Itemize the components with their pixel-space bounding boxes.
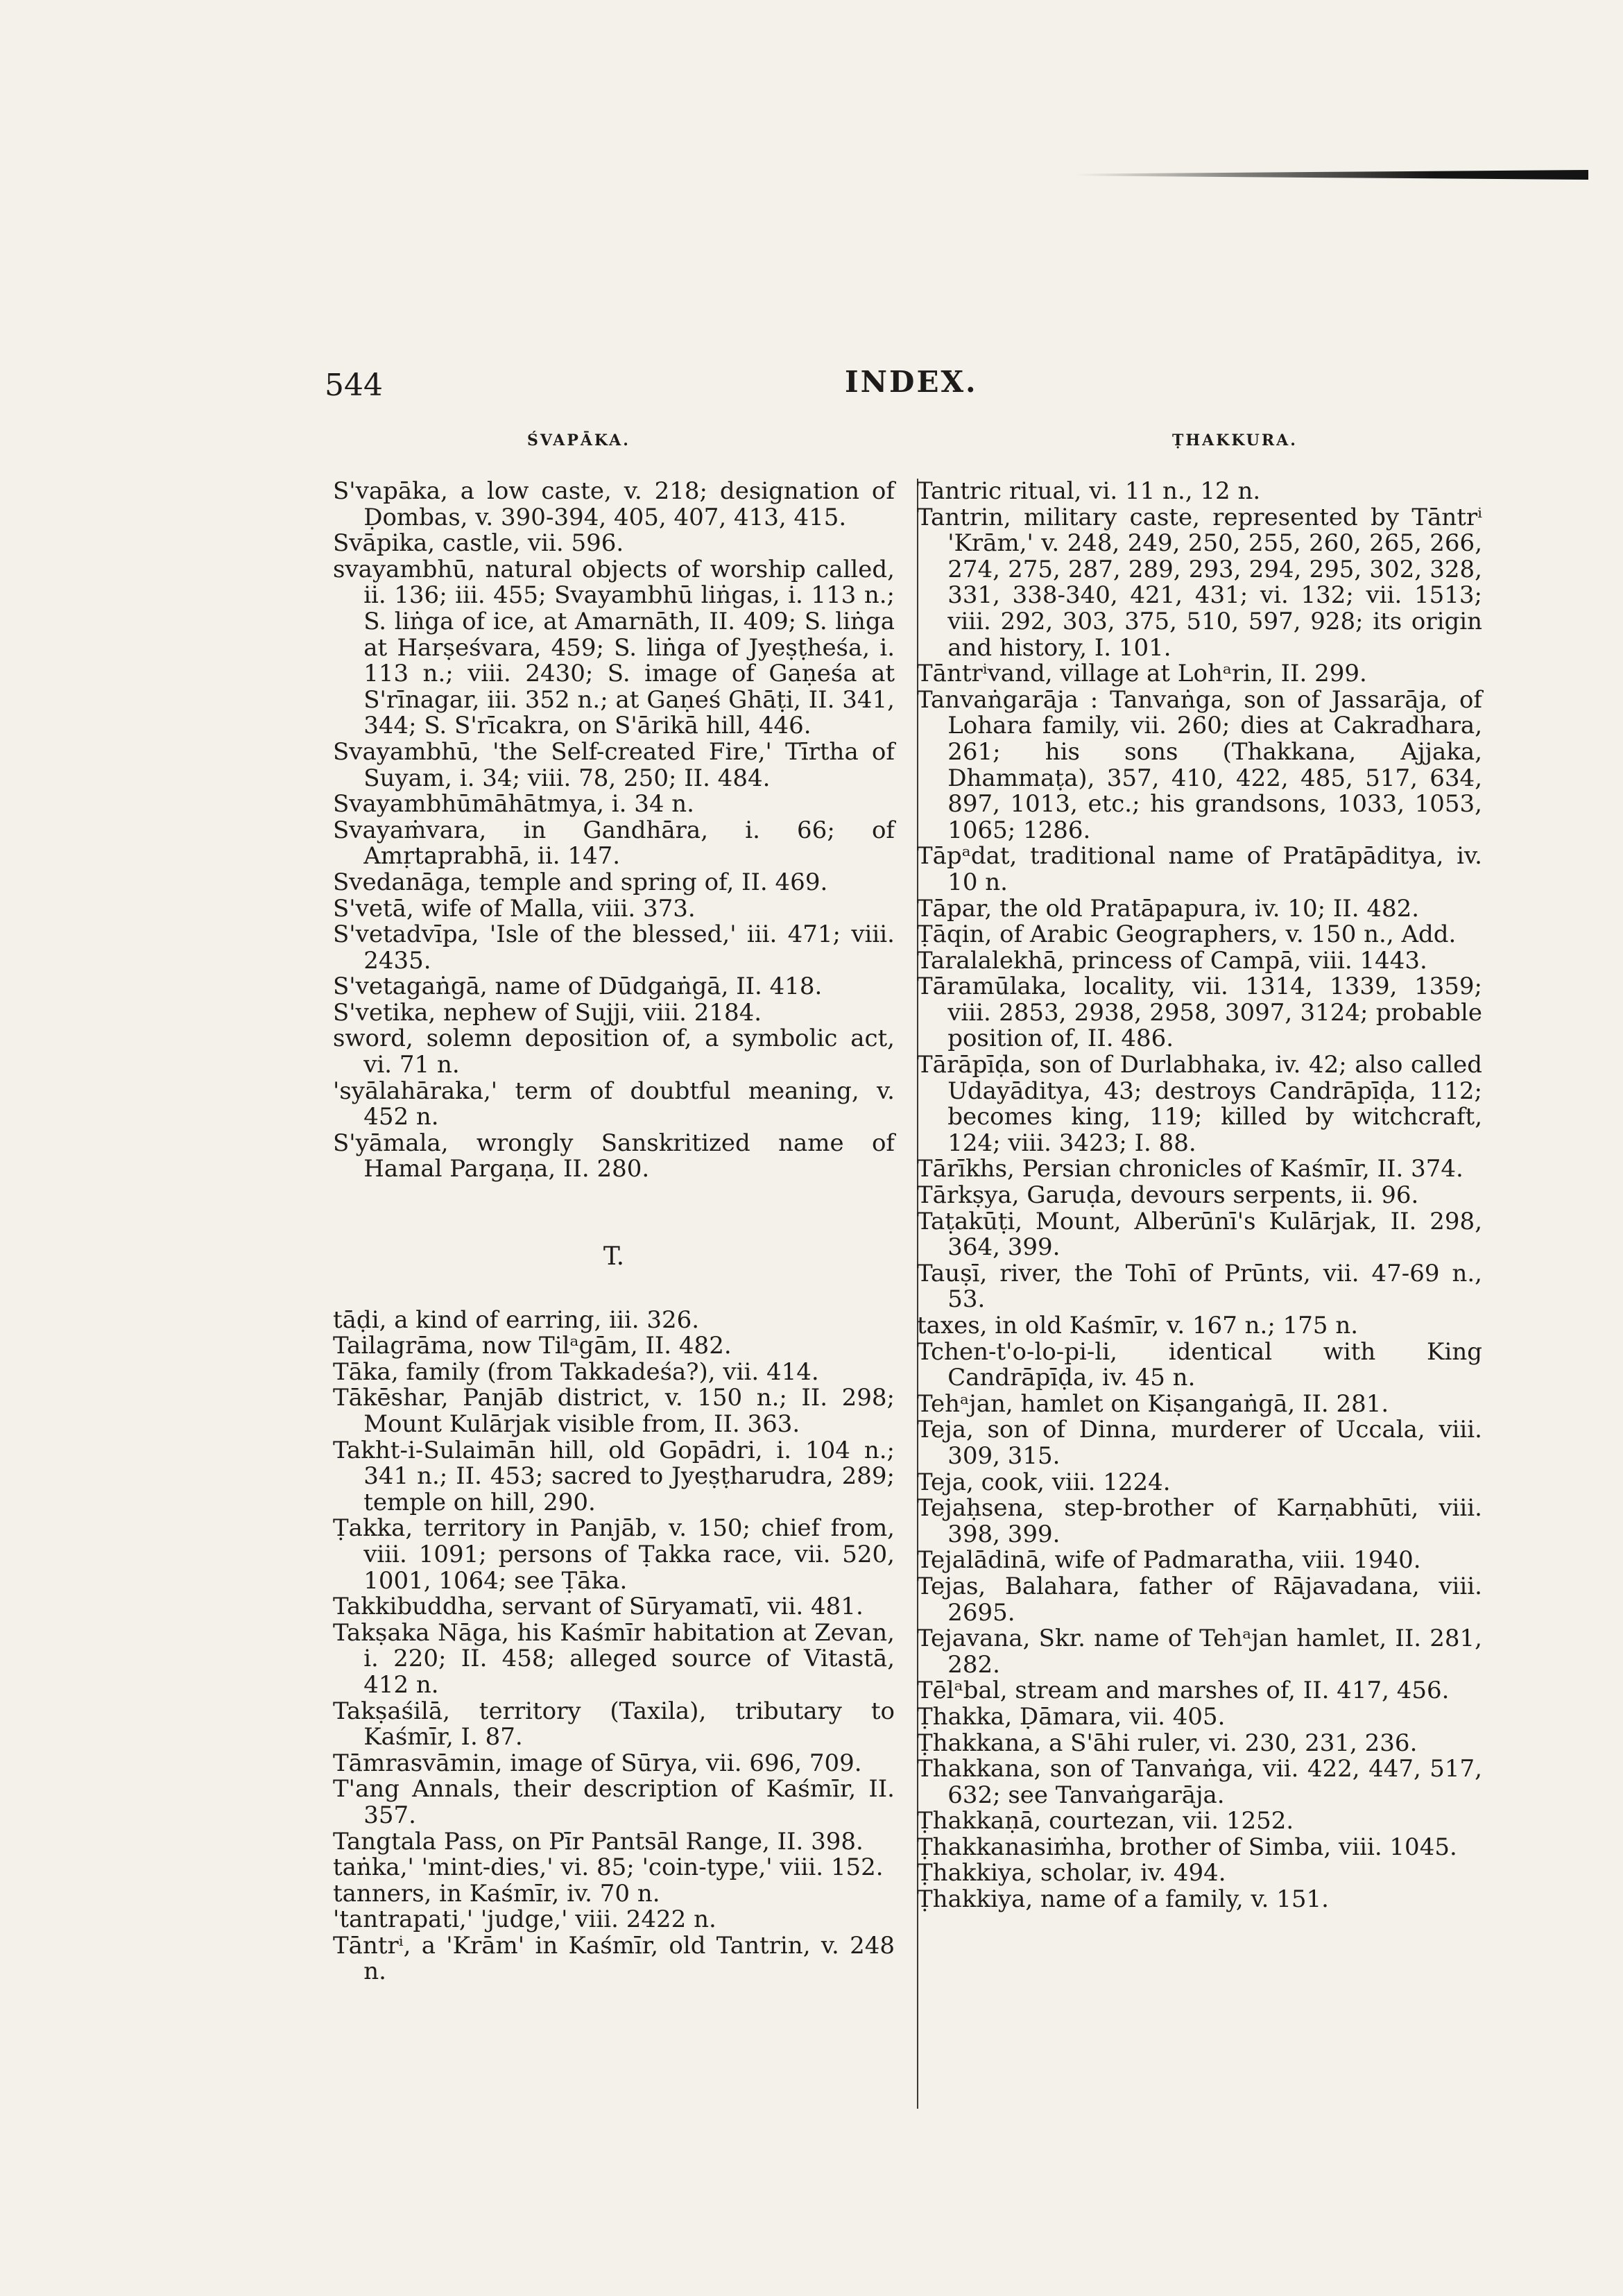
index-entry: taṅka,' 'mint-dies,' vi. 85; 'coin-type,' viii. 152.	[333, 1853, 884, 1882]
index-entry: Taralalekhā, princess of Campā, viii. 1443.	[917, 946, 1427, 975]
index-entry: Ṭhakkanasiṁha, brother of Simba, viii. 1045.	[917, 1833, 1457, 1861]
index-entry: svayambhū, natural objects of worship called, ii. 136; iii. 455; Svayambhū liṅgas, i. 113 n.; S. liṅga of ice, at Amarnāth, II. 409; S. liṅga at Harṣeśvara, 459; S. liṅga of Jyeṣṭheśa, i. 113 n.; viii. 2430; S. image of Gaṇeśa at S'rīnagar, iii. 352 n.; at Gaṇeś Ghāṭi, II. 341, 344; S. S'rīcakra, on S'ārikā hill, 446.	[333, 555, 895, 740]
left-column	[333, 479, 895, 1985]
index-entry: Takht-i-Sulaimān hill, old Gopādri, i. 104 n.; 341 n.; II. 453; sacred to Jyeṣṭharudra, 289; temple on hill, 290.	[333, 1436, 895, 1516]
running-head-right: ṬHAKKURA.	[1172, 431, 1298, 449]
index-entry: T'ang Annals, their description of Kaśmīr, II. 357.	[333, 1775, 895, 1829]
index-entry: 'tantrapati,' 'judge,' viii. 2422 n.	[333, 1905, 716, 1934]
index-entry: Tanvaṅgarāja : Tanvaṅga, son of Jassarāja, of Lohara family, vii. 260; dies at Cakradhara, 261; his sons (Thakkana, Ajjaka, Dhammaṭa), 357, 410, 422, 485, 517, 634, 897, 1013, etc.; his grandsons, 1033, 1053, 1065; 1286.	[917, 685, 1482, 844]
index-entry: tāḍi, a kind of earring, iii. 326.	[333, 1305, 700, 1334]
index-entry: Tāmrasvāmin, image of Sūrya, vii. 696, 709.	[333, 1749, 862, 1777]
index-entry: Takkibuddha, servant of Sūryamatī, vii. 481.	[333, 1593, 864, 1621]
index-entry: Tārkṣya, Garuḍa, devours serpents, ii. 96.	[917, 1181, 1419, 1210]
index-entry: Tejalādinā, wife of Padmaratha, viii. 1940.	[917, 1546, 1421, 1575]
index-entry: Ṭhakkiya, scholar, iv. 494.	[917, 1859, 1226, 1887]
index-entry: Tēlᵃbal, stream and marshes of, II. 417, 456.	[917, 1677, 1450, 1705]
index-entry: Tejavana, Skr. name of Tehᵃjan hamlet, II. 281, 282.	[917, 1625, 1482, 1679]
index-entry: Tārāpīḍa, son of Durlabhaka, iv. 42; also called Udayāditya, 43; destroys Candrāpīḍa, 112; becomes king, 119; killed by witchcraft, 124; viii. 3423; I. 88.	[917, 1051, 1482, 1157]
right-column	[917, 479, 1482, 1913]
index-entry: Tailagrāma, now Tilᵃgām, II. 482.	[333, 1332, 732, 1360]
index-entry: Svedanāga, temple and spring of, II. 469.	[333, 868, 828, 896]
index-entry: Tāntrⁱ, a 'Krām' in Kaśmīr, old Tantrin, v. 248 n.	[333, 1931, 895, 1986]
index-entry: Tāpar, the old Pratāpapura, iv. 10; II. 482.	[917, 894, 1420, 923]
index-entry: 'syālahāraka,' term of doubtful meaning, v. 452 n.	[333, 1077, 895, 1131]
index-entry: Svayambhūmāhātmya, i. 34 n.	[333, 790, 694, 819]
index-entry: Svayaṁvara, in Gandhāra, i. 66; of Amṛtaprabhā, ii. 147.	[333, 816, 895, 871]
index-entry: S'vapāka, a low caste, v. 218; designation of Ḍombas, v. 390-394, 405, 407, 413, 415.	[333, 477, 895, 531]
index-entry: taxes, in old Kaśmīr, v. 167 n.; 175 n.	[917, 1312, 1359, 1339]
index-entry: Ṭhakkaṇā, courtezan, vii. 1252.	[917, 1807, 1294, 1835]
index-entry: Thakkana, son of Tanvaṅga, vii. 422, 447, 517, 632; see Tanvaṅgarāja.	[917, 1755, 1482, 1809]
entry-list-t	[333, 1305, 895, 1986]
index-entry: S'vetā, wife of Malla, viii. 373.	[333, 894, 696, 923]
index-entry: S'vetagaṅgā, name of Dūdgaṅgā, II. 418.	[333, 973, 823, 1001]
index-entry: Tehᵃjan, hamlet on Kiṣangaṅgā, II. 281.	[917, 1389, 1389, 1418]
index-entry: Tejas, Balahara, father of Rājavadana, viii. 2695.	[917, 1572, 1482, 1627]
index-entry: sword, solemn deposition of, a symbolic act, vi. 71 n.	[333, 1025, 895, 1079]
index-entry: Tākēshar, Panjāb district, v. 150 n.; II. 298; Mount Kulārjak visible from, II. 363.	[333, 1384, 895, 1438]
index-entry: S'vetika, nephew of Sujji, viii. 2184.	[333, 998, 762, 1027]
index-entry: Tantric ritual, vi. 11 n., 12 n.	[917, 477, 1261, 505]
index-entry: tanners, in Kaśmīr, iv. 70 n.	[333, 1879, 660, 1908]
page-heading: INDEX.	[845, 365, 978, 399]
index-entry: Tantrin, military caste, represented by Tāntrⁱ 'Krām,' v. 248, 249, 250, 255, 260, 265, 266, 274, 275, 287, 289, 293, 294, 295, 302, 328, 331, 338-340, 421, 431; vi. 132; vii. 1513; viii. 292, 303, 375, 510, 597, 928; its origin and history, I. 101.	[917, 503, 1482, 662]
index-entry: Ṭhakkana, a S'āhi ruler, vi. 230, 231, 236.	[917, 1729, 1418, 1757]
index-entry: Tchen-t'o-lo-pi-li, identical with King Candrāpīḍa, iv. 45 n.	[917, 1337, 1482, 1392]
index-entry: Takṣaśilā, territory (Taxila), tributary to Kaśmīr, I. 87.	[333, 1697, 895, 1751]
index-entry: Tāntrⁱvand, village at Lohᵃrin, II. 299.	[917, 660, 1367, 688]
entry-list-s	[333, 479, 895, 1183]
index-entry: Ṭhakka, Ḍāmara, vii. 405.	[917, 1702, 1226, 1731]
index-entry: S'vetadvīpa, 'Isle of the blessed,' iii. 471; viii. 2435.	[333, 920, 895, 975]
page-number: 544	[325, 368, 383, 403]
index-entry: S'yāmala, wrongly Sanskritized name of Hamal Pargaṇa, II. 280.	[333, 1129, 895, 1183]
running-head-left: ŚVAPĀKA.	[527, 431, 630, 449]
index-entry: Takṣaka Nāga, his Kaśmīr habitation at Zevan, i. 220; II. 458; alleged source of Vitastā, 412 n.	[333, 1618, 895, 1699]
index-entry: Tāka, family (from Takkadeśa?), vii. 414.	[333, 1357, 819, 1386]
index-entry: Tauṣī, river, the Tohī of Prūnts, vii. 47-69 n., 53.	[917, 1259, 1482, 1314]
index-entry: Ṭhakkiya, name of a family, v. 151.	[917, 1885, 1329, 1914]
index-entry: Tangtala Pass, on Pīr Pantsāl Range, II. 398.	[333, 1827, 864, 1856]
index-entry: Tāramūlaka, locality, vii. 1314, 1339, 1359; viii. 2853, 2938, 2958, 3097, 3124; probable position of, II. 486.	[917, 973, 1482, 1053]
index-entry: Ṭāqin, of Arabic Geographers, v. 150 n., Add.	[917, 920, 1457, 949]
index-entry: Tejaḥsena, step-brother of Karṇabhūti, viii. 398, 399.	[917, 1494, 1482, 1548]
index-entry: Teja, son of Dinna, murderer of Uccala, viii. 309, 315.	[917, 1416, 1482, 1470]
section-letter: T.	[603, 1242, 625, 1271]
index-entry: Tāpᵃdat, traditional name of Pratāpāditya, iv. 10 n.	[917, 842, 1482, 896]
index-entry: Svayambhū, 'the Self-created Fire,' Tīrtha of Suyam, i. 34; viii. 78, 250; II. 484.	[333, 737, 895, 792]
index-entry: Svāpika, castle, vii. 596.	[333, 529, 624, 558]
index-entry: Tārīkhs, Persian chronicles of Kaśmīr, II. 374.	[917, 1155, 1463, 1183]
index-entry: Teja, cook, viii. 1224.	[917, 1468, 1171, 1496]
top-rule	[1075, 170, 1588, 180]
index-entry: Ṭakka, territory in Panjāb, v. 150; chief from, viii. 1091; persons of Ṭakka race, vii. 520, 1001, 1064; see Ṭāka.	[333, 1514, 895, 1595]
index-entry: Taṭakūṭi, Mount, Alberūnī's Kulārjak, II. 298, 364, 399.	[917, 1207, 1482, 1262]
